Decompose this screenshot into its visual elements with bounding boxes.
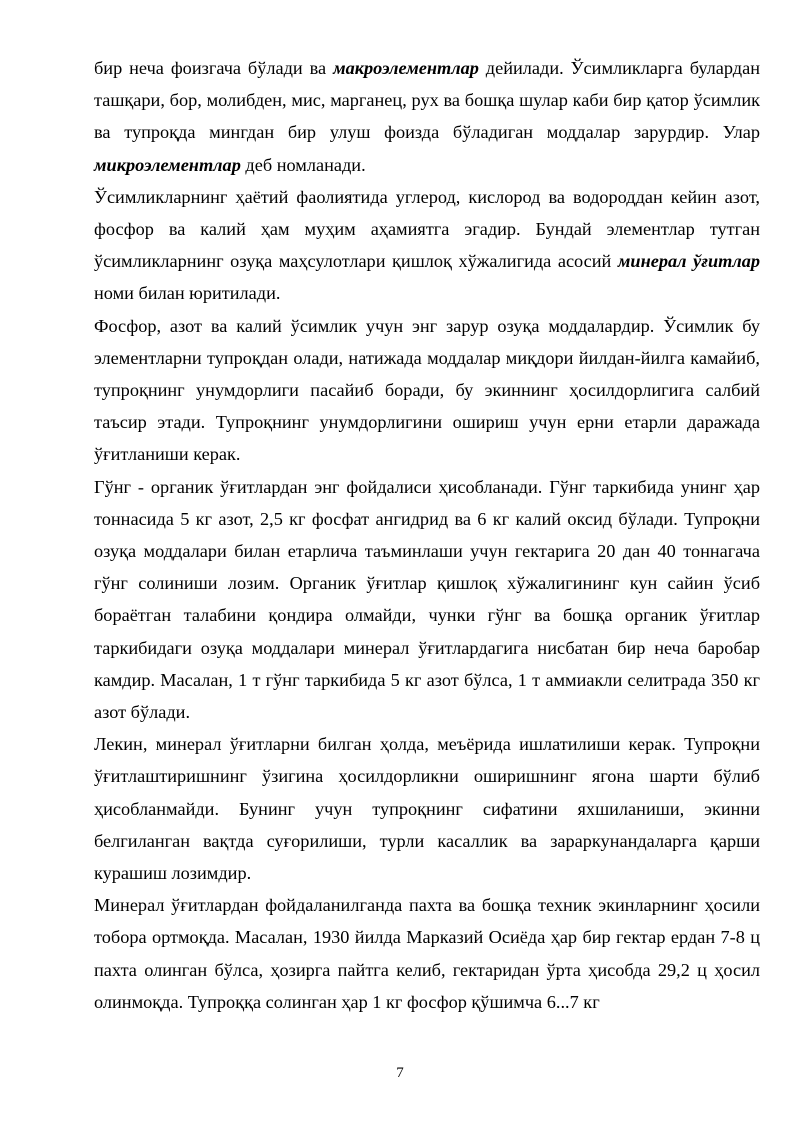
page-body bbox=[94, 52, 760, 1018]
paragraph-phosphorus-nitrogen-potassium bbox=[94, 310, 760, 471]
text-run: Лекин, минерал ўғитларни билган ҳолда, меъёрида ишлатилиши керак. Тупроқни ўғитлаштиришнинг ўзигина ҳосилдорликни оширишнинг ягона шарти бўлиб ҳисобланмайди. Бунинг учун тупроқнинг сифатини яхшиланиши, экинни белгиланган вақтда суғорилиши, турли касаллик ва зараркунандаларга қарши курашиш лозимдир. bbox=[94, 734, 760, 884]
text-run: Фосфор, азот ва калий ўсимлик учун энг зарур озуқа моддалардир. Ўсимлик бу элементларни тупроқдан олади, натижада моддалар миқдори йилдан-йилга камайиб, тупроқнинг унумдорлиги пасайиб боради, бу экиннинг ҳосилдорлигига салбий таъсир этади. Тупроқнинг унумдорлигини ошириш учун ерни етарли даражада ўғитланиши керак. bbox=[94, 315, 760, 465]
text-run: Ўсимликларнинг ҳаётий фаолиятида углерод, кислород ва водороддан кейин азот, фосфор ва калий ҳам муҳим аҳамиятга эгадир. Бундай элементлар тутган ўсимликларнинг озуқа маҳсулотлари қишлоқ хўжалигида асосий bbox=[94, 186, 760, 272]
text-run: дейилади. Ўсимликларга булардан ташқари, бор, молибден, мис, марганец, рух ва бошқа шулар каби бир қатор ўсимлик ва тупроқда мингдан бир улуш фоизда бўладиган моддалар зарурдир. Улар bbox=[94, 58, 760, 143]
text-run: номи билан юритилади. bbox=[94, 283, 281, 304]
paragraph-mineral-fertilizers bbox=[94, 181, 760, 310]
paragraph-manure bbox=[94, 471, 760, 729]
paragraph-cotton-yield bbox=[94, 889, 760, 1018]
text-run: Гўнг - органик ўғитлардан энг фойдалиси ҳисобланади. Гўнг таркибида унинг ҳар тоннасида 5 кг азот, 2,5 кг фосфат ангидрид ва 6 кг калий оксид бўлади. Тупроқни озуқа моддалари билан етарлича таъминлаши учун гектарига 20 дан 40 тоннагача гўнг солиниши лозим. Органик ўғитлар қишлоқ хўжалигининг кун сайин ўсиб бораётган талабини қондира олмайди, чунки гўнг ва бошқа органик ўғитлар таркибидаги озуқа моддалари минерал ўғитлардагига нисбатан бир неча баробар камдир. Масалан, 1 т гўнг таркибида 5 кг азот бўлса, 1 т аммиакли селитрада 350 кг азот бўлади. bbox=[94, 476, 760, 723]
emphasis-term: минерал ўғитлар bbox=[617, 251, 760, 272]
text-run: деб номланади. bbox=[240, 154, 366, 175]
text-run: Минерал ўғитлардан фойдаланилганда пахта ва бошқа техник экинларнинг ҳосили тобора ортмоқда. Масалан, 1930 йилда Марказий Осиёда ҳар бир гектар ердан 7-8 ц пахта олинган бўлса, ҳозирга пайтга келиб, гектаридан ўрта ҳисобда 29,2 ц ҳосил олинмоқда. Тупроққа солинган ҳар 1 кг фосфор қўшимча 6...7 кг bbox=[94, 895, 760, 1012]
text-run: бир неча фоизгача бўлади ва bbox=[94, 58, 334, 78]
paragraph-usage-norms bbox=[94, 728, 760, 889]
emphasis-term: микроэлементлар bbox=[94, 154, 241, 175]
emphasis-term: макроэлементлар bbox=[333, 58, 479, 78]
page-number: 7 bbox=[396, 1065, 404, 1081]
paragraph-macroelements bbox=[94, 52, 760, 181]
